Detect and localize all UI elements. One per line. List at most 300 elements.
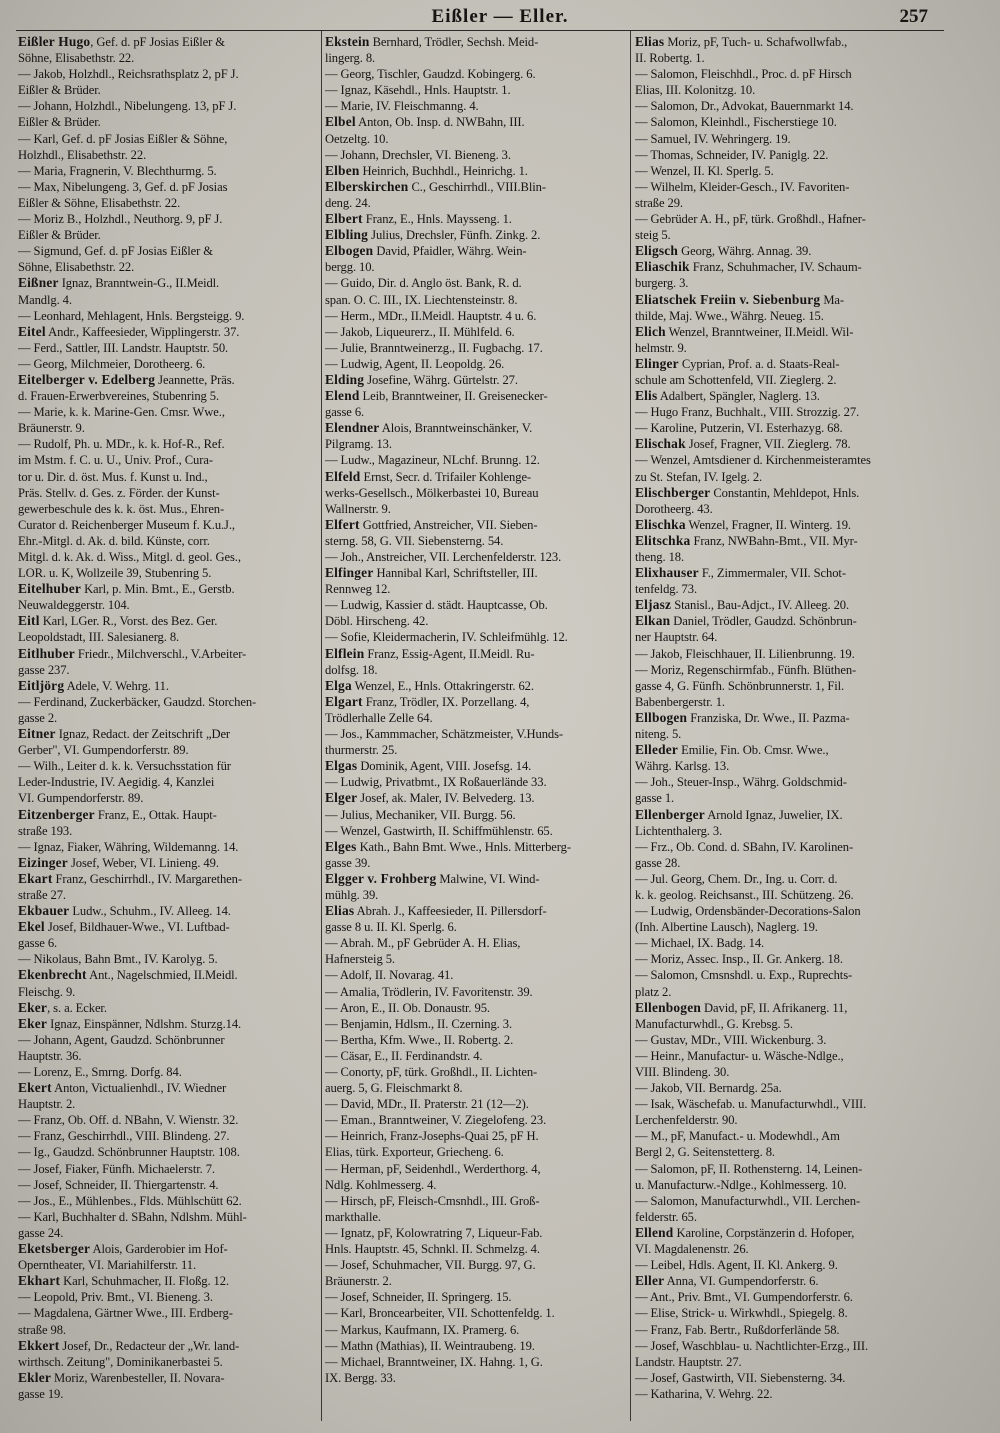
entry-continuation-line: — Salomon, Kleinhdl., Fischerstiege 10. bbox=[635, 115, 837, 130]
entry-line bbox=[18, 726, 322, 742]
entry-continuation-line: gasse 39. bbox=[325, 855, 371, 870]
entry-surname: Ekenbrecht bbox=[18, 967, 87, 983]
entry-details: Josef, Dr., Redacteur der „Wr. land- bbox=[59, 1338, 240, 1353]
entry-line bbox=[18, 807, 322, 823]
entry-surname: Eljasz bbox=[635, 597, 672, 613]
entry-surname: Elgart bbox=[325, 693, 363, 709]
entry-surname: Elbling bbox=[325, 227, 369, 243]
entry-details: Franz, Geschirrhdl., IV. Margarethen- bbox=[52, 871, 242, 886]
entry-line bbox=[18, 1080, 322, 1096]
entry-continuation-line: — Josef, Gastwirth, VII. Siebensterng. 34. bbox=[635, 1370, 846, 1385]
entry-continuation-line: VI. Gumpendorferstr. 89. bbox=[18, 791, 144, 806]
entry-continuation-line: — Sofie, Kleidermacherin, IV. Schleifmühlg. 12. bbox=[325, 630, 568, 645]
entry-line bbox=[635, 613, 939, 629]
entry-continuation-line: deng. 24. bbox=[325, 195, 371, 210]
entry-continuation-line: — Jos., Kammmacher, Schätzmeister, V.Hunds- bbox=[325, 727, 564, 742]
entry-surname: Ekbauer bbox=[18, 903, 70, 919]
entry-continuation-line: tor u. Dir. d. öst. Mus. f. Kunst u. Ind., bbox=[18, 469, 208, 484]
entry-continuation-line: — Leopold, Priv. Bmt., VI. Bieneng. 3. bbox=[18, 1290, 213, 1305]
entry-details: Ant., Nagelschmied, II.Meidl. bbox=[86, 968, 238, 983]
entry-continuation-line: — Michael, IX. Badg. 14. bbox=[635, 936, 765, 951]
entry-continuation-line: — Ludwig, Agent, II. Leopoldg. 26. bbox=[325, 356, 505, 371]
entry-continuation-line: bergg. 10. bbox=[325, 260, 375, 275]
entry-continuation-line: gasse 4, G. Fünfh. Schönbrunnerstr. 1, Fil. bbox=[635, 678, 845, 693]
entry-continuation-line: — Johann, Drechsler, VI. Bieneng. 3. bbox=[325, 147, 511, 162]
entry-surname: Eitlhuber bbox=[18, 645, 75, 661]
entry-continuation-line: — Samuel, IV. Wehringerg. 19. bbox=[635, 131, 791, 146]
entry-surname: Eißler Hugo bbox=[18, 34, 91, 49]
entry-surname: Elischberger bbox=[635, 484, 711, 500]
entry-continuation-line: Trödlerhalle Zelle 64. bbox=[325, 710, 433, 725]
entry-continuation-line: platz 2. bbox=[635, 984, 672, 999]
entry-continuation-line: — Lorenz, E., Smrng. Dorfg. 84. bbox=[18, 1065, 182, 1079]
entry-continuation-line: — Sigmund, Gef. d. pF Josias Eißler & bbox=[18, 244, 213, 259]
entry-surname: Ellbogen bbox=[635, 709, 688, 725]
entry-details: Karoline, Corpstänzerin d. Hofoper, bbox=[673, 1225, 855, 1240]
entry-continuation-line: gasse 28. bbox=[635, 855, 681, 870]
entry-continuation-line: — Moriz, Assec. Insp., II. Gr. Ankerg. 18. bbox=[635, 952, 843, 967]
entry-continuation-line: gasse 8 u. II. Kl. Sperlg. 6. bbox=[325, 920, 457, 935]
entry-surname: Eketsberger bbox=[18, 1241, 91, 1257]
entry-continuation-line: Leder-Industrie, IV. Aegidig. 4, Kanzlei bbox=[18, 775, 215, 790]
entry-surname: Ekhart bbox=[18, 1273, 61, 1289]
entry-surname: Elleder bbox=[635, 742, 679, 758]
entry-continuation-line: Neuwaldeggerstr. 104. bbox=[18, 598, 130, 613]
entry-continuation-line: VI. Magdalenenstr. 26. bbox=[635, 1242, 749, 1257]
entry-continuation-line: — Jakob, VII. Bernardg. 25a. bbox=[635, 1081, 782, 1096]
entry-details: Ma- bbox=[820, 292, 844, 307]
entry-details: Wenzel, Branntweiner, II.Meidl. Wil- bbox=[665, 324, 854, 339]
entry-details: , s. a. Ecker. bbox=[47, 1000, 107, 1015]
column-2 bbox=[325, 34, 629, 1386]
entry-continuation-line: Eißler & Söhne, Elisabethstr. 22. bbox=[18, 195, 181, 210]
entry-continuation-line: Ndlg. Kohlmesserg. 4. bbox=[325, 1177, 437, 1192]
entry-details: Anton, Victualienhdl., IV. Wiedner bbox=[51, 1081, 227, 1096]
entry-details: Adele, V. Wehrg. 11. bbox=[64, 678, 169, 693]
entry-details: Ernst, Secr. d. Trifailer Kohlenge- bbox=[360, 469, 532, 484]
entry-continuation-line: Lichtenthalerg. 3. bbox=[635, 823, 723, 838]
entry-continuation-line: — Max, Nibelungeng. 3, Gef. d. pF Josias bbox=[18, 179, 228, 194]
entry-continuation-line: — Aron, E., II. Ob. Donaustr. 95. bbox=[325, 1000, 490, 1015]
entry-line bbox=[325, 388, 629, 404]
entry-surname: Elflein bbox=[325, 645, 365, 661]
entry-continuation-line: — Salomon, Cmsnshdl. u. Exp., Ruprechts- bbox=[635, 968, 853, 983]
entry-continuation-line: — Ferd., Sattler, III. Landstr. Hauptstr. 50. bbox=[18, 340, 229, 355]
entry-surname: Elbert bbox=[325, 211, 363, 227]
entry-continuation-line: straße 98. bbox=[18, 1322, 66, 1337]
entry-continuation-line: — Johann, Agent, Gaudzd. Schönbrunner bbox=[18, 1032, 225, 1047]
entry-surname: Elixhauser bbox=[635, 565, 699, 581]
entry-surname: Elga bbox=[325, 677, 352, 693]
entry-line bbox=[18, 903, 322, 919]
entry-line bbox=[325, 790, 629, 806]
entry-continuation-line: Elias, türk. Exporteur, Griecheng. 6. bbox=[325, 1145, 504, 1160]
entry-details: Ludw., Schuhm., IV. Alleeg. 14. bbox=[69, 904, 231, 919]
entry-continuation-line: — Georg, Milchmeier, Dorotheerg. 6. bbox=[18, 356, 206, 371]
entry-continuation-line: — Franz, Ob. Off. d. NBahn, V. Wienstr. 32. bbox=[18, 1113, 239, 1128]
entry-continuation-line: — Marie, k. k. Marine-Gen. Cmsr. Wwe., bbox=[18, 405, 225, 420]
entry-continuation-line: — Wilhelm, Kleider-Gesch., IV. Favoriten- bbox=[635, 179, 850, 194]
entry-details: Karl, LGer. R., Vorst. des Bez. Ger. bbox=[39, 614, 218, 629]
entry-continuation-line: gasse 19. bbox=[18, 1386, 64, 1401]
entry-continuation-line: burgerg. 3. bbox=[635, 276, 689, 291]
entry-surname: Eitl bbox=[18, 613, 40, 629]
entry-continuation-line: — Jakob, Fleischhauer, II. Lilienbrunng. 19. bbox=[635, 646, 855, 661]
entry-continuation-line: — Frz., Ob. Cond. d. SBahn, IV. Karolinen- bbox=[635, 839, 854, 854]
entry-continuation-line: — Salomon, Fleischhdl., Proc. d. pF Hirsch bbox=[635, 67, 852, 82]
entry-continuation-line: Gerber", VI. Gumpendorferstr. 89. bbox=[18, 743, 189, 758]
header-rule bbox=[16, 30, 944, 31]
entry-continuation-line: — Adolf, II. Novarag. 41. bbox=[325, 968, 454, 983]
entry-continuation-line: — Hirsch, pF, Fleisch-Cmsnhdl., III. Groß- bbox=[325, 1193, 540, 1208]
entry-line bbox=[18, 372, 322, 388]
entry-continuation-line: — Michael, Branntweiner, IX. Hahng. 1, G. bbox=[325, 1354, 543, 1369]
entry-line bbox=[325, 517, 629, 533]
entry-details: F., Zimmermaler, VII. Schot- bbox=[698, 566, 846, 581]
entry-details: Franziska, Dr. Wwe., II. Pazma- bbox=[687, 710, 850, 725]
entry-continuation-line: Hauptstr. 36. bbox=[18, 1048, 82, 1063]
entry-surname: Ekler bbox=[18, 1369, 51, 1385]
running-title: Eißler — Eller. bbox=[431, 6, 569, 27]
entry-continuation-line: schule am Schottenfeld, VII. Zieglerg. 2. bbox=[635, 372, 837, 387]
entry-continuation-line: Ehr.-Mitgl. d. Ak. d. bild. Künste, corr. bbox=[18, 533, 210, 548]
entry-line bbox=[325, 372, 629, 388]
entry-details: Dominik, Agent, VIII. Josefsg. 14. bbox=[357, 759, 532, 774]
entry-details: Moriz, pF, Tuch- u. Schafwollwfab., bbox=[664, 35, 848, 49]
column-divider bbox=[630, 31, 631, 1421]
entry-line bbox=[635, 324, 939, 340]
entry-continuation-line: — Heinr., Manufactur- u. Wäsche-Ndlge., bbox=[635, 1048, 844, 1063]
entry-line bbox=[325, 694, 629, 710]
entry-continuation-line: dolfsg. 18. bbox=[325, 662, 378, 677]
entry-surname: Eitel bbox=[18, 323, 46, 339]
entry-continuation-line: niteng. 5. bbox=[635, 727, 682, 742]
entry-details: Gottfried, Anstreicher, VII. Sieben- bbox=[359, 517, 538, 532]
entry-continuation-line: ner Hauptstr. 64. bbox=[635, 630, 718, 645]
entry-details: Anton, Ob. Insp. d. NWBahn, III. bbox=[355, 115, 525, 130]
entry-continuation-line: Pilgramg. 13. bbox=[325, 437, 392, 452]
entry-continuation-line: — Ludw., Magazineur, NLchf. Brunng. 12. bbox=[325, 453, 540, 468]
entry-continuation-line: Döbl. Hirscheng. 42. bbox=[325, 614, 429, 629]
entry-details: Malwine, VI. Wind- bbox=[436, 871, 540, 886]
entry-continuation-line: — Jakob, Liqueurerz., II. Mühlfeld. 6. bbox=[325, 324, 515, 339]
entry-surname: Elendner bbox=[325, 420, 380, 436]
entry-surname: Eligsch bbox=[635, 243, 679, 259]
entry-continuation-line: VIII. Blindeng. 30. bbox=[635, 1065, 730, 1079]
entry-continuation-line: — Ferdinand, Zuckerbäcker, Gaudzd. Storchen- bbox=[18, 694, 257, 709]
entry-continuation-line: wirthsch. Zeitung", Dominikanerbastei 5. bbox=[18, 1354, 223, 1369]
entry-continuation-line: — Hugo Franz, Buchhalt., VIII. Strozzig. 27. bbox=[635, 405, 860, 420]
entry-continuation-line: — Amalia, Trödlerin, IV. Favoritenstr. 39. bbox=[325, 984, 533, 999]
entry-surname: Elis bbox=[635, 388, 658, 404]
entry-line bbox=[635, 243, 939, 259]
entry-continuation-line: — Moriz, Regenschirmfab., Fünfh. Blüthen- bbox=[635, 662, 857, 677]
entry-line bbox=[18, 871, 322, 887]
entry-details: Alois, Garderobier im Hof- bbox=[90, 1242, 228, 1257]
entry-line bbox=[325, 646, 629, 662]
entry-continuation-line: Fleischg. 9. bbox=[18, 984, 76, 999]
entry-surname: Elfeld bbox=[325, 468, 361, 484]
entry-details: Emilie, Fin. Ob. Cmsr. Wwe., bbox=[678, 743, 829, 758]
entry-continuation-line: Holzhdl., Elisabethstr. 22. bbox=[18, 147, 147, 162]
entry-continuation-line: — Julius, Mechaniker, VII. Burgg. 56. bbox=[325, 807, 516, 822]
entry-continuation-line: k. k. geolog. Reichsanst., III. Schützeng. 26. bbox=[635, 887, 854, 902]
entry-continuation-line: — Josef, Schneider, II. Thiergartenstr. 4. bbox=[18, 1177, 219, 1192]
entry-continuation-line: felderstr. 65. bbox=[635, 1209, 697, 1224]
entry-continuation-line: — Joh., Anstreicher, VII. Lerchenfelderstr. 123. bbox=[325, 550, 562, 564]
entry-line bbox=[635, 388, 939, 404]
entry-details: Heinrich, Buchhdl., Heinrichg. 1. bbox=[359, 163, 528, 178]
entry-continuation-line: — Salomon, Manufacturwhdl., VII. Lerchen- bbox=[635, 1193, 861, 1208]
entry-continuation-line: Hafnersteig 5. bbox=[325, 952, 395, 967]
entry-continuation-line: — Ludwig, Kassier d. städt. Hauptcasse, Ob. bbox=[325, 598, 548, 613]
entry-line bbox=[635, 565, 939, 581]
entry-details: Ignaz, Einspänner, Ndlshm. Sturzg.14. bbox=[47, 1016, 242, 1031]
entry-surname: Ekkert bbox=[18, 1337, 60, 1353]
entry-line bbox=[18, 275, 322, 291]
entry-line bbox=[325, 179, 629, 195]
entry-details: Jeannette, Präs. bbox=[155, 372, 235, 387]
entry-details: Andr., Kaffeesieder, Wipplingerstr. 37. bbox=[45, 324, 240, 339]
entry-continuation-line: zu St. Stefan, IV. Igelg. 2. bbox=[635, 469, 763, 484]
entry-continuation-line: Mitgl. d. k. Ak. d. Wiss., Mitgl. d. geol. Ges., bbox=[18, 550, 241, 564]
entry-line bbox=[635, 517, 939, 533]
entry-continuation-line: — Wenzel, Amtsdiener d. Kirchenmeisteramtes bbox=[635, 453, 871, 468]
entry-continuation-line: — Ignatz, pF, Kolowratring 7, Liqueur-Fab. bbox=[325, 1225, 543, 1240]
entry-continuation-line: — Rudolf, Ph. u. MDr., k. k. Hof-R., Ref. bbox=[18, 437, 225, 452]
column-1 bbox=[18, 34, 322, 1402]
entry-line bbox=[325, 34, 629, 50]
entry-continuation-line: — Wenzel, II. Kl. Sperlg. 5. bbox=[635, 163, 774, 178]
entry-line bbox=[325, 469, 629, 485]
entry-surname: Elgger v. Frohberg bbox=[325, 870, 437, 886]
entry-line bbox=[18, 967, 322, 983]
entry-continuation-line: gasse 24. bbox=[18, 1225, 64, 1240]
entry-continuation-line: Rennweg 12. bbox=[325, 582, 391, 597]
entry-surname: Elinger bbox=[635, 355, 679, 371]
entry-continuation-line: Mandlg. 4. bbox=[18, 292, 72, 307]
entry-surname: Elberskirchen bbox=[325, 178, 409, 194]
entry-continuation-line: — Ludwig, Privatbmt., IX Roßauerlände 33. bbox=[325, 775, 547, 790]
entry-continuation-line: — Salomon, Dr., Advokat, Bauernmarkt 14. bbox=[635, 99, 854, 114]
entry-details: Daniel, Trödler, Gaudzd. Schönbrun- bbox=[670, 614, 857, 629]
entry-continuation-line: (Inh. Albertine Lausch), Naglerg. 19. bbox=[635, 920, 818, 935]
entry-details: Franz, E., Ottak. Haupt- bbox=[94, 807, 217, 822]
entry-details: Bernhard, Trödler, Sechsh. Meid- bbox=[369, 35, 539, 49]
entry-continuation-line: Eißler & Brüder. bbox=[18, 115, 101, 130]
entry-continuation-line: Hauptstr. 2. bbox=[18, 1097, 76, 1112]
entry-continuation-line: gasse 1. bbox=[635, 791, 675, 806]
entry-details: Arnold Ignaz, Juwelier, IX. bbox=[704, 807, 843, 822]
entry-continuation-line: im Mstm. f. C. u. U., Univ. Prof., Cura- bbox=[18, 453, 213, 468]
entry-surname: Elbel bbox=[325, 114, 356, 130]
page-number: 257 bbox=[899, 6, 928, 27]
entry-continuation-line: — Franz, Fab. Bertr., Rußdorferlände 58. bbox=[635, 1322, 840, 1337]
entry-details: Josef, Fragner, VII. Zieglerg. 78. bbox=[685, 437, 851, 452]
entry-line bbox=[325, 903, 629, 919]
entry-line bbox=[635, 710, 939, 726]
entry-continuation-line: — Mathn (Mathias), II. Weintraubeng. 19. bbox=[325, 1338, 535, 1353]
entry-line bbox=[325, 565, 629, 581]
entry-details: Wenzel, E., Hnls. Ottakringerstr. 62. bbox=[351, 678, 534, 693]
entry-continuation-line: — Ignaz, Fiaker, Währing, Wildemanng. 14. bbox=[18, 839, 239, 854]
entry-continuation-line: — M., pF, Manufact.- u. Modewhdl., Am bbox=[635, 1129, 840, 1144]
entry-surname: Eliatschek Freiin v. Siebenburg bbox=[635, 291, 821, 307]
entry-continuation-line: — Jul. Georg, Chem. Dr., Ing. u. Corr. d. bbox=[635, 871, 838, 886]
entry-continuation-line: Oetzeltg. 10. bbox=[325, 131, 389, 146]
entry-continuation-line: — Isak, Wäschefab. u. Manufacturwhdl., VIII. bbox=[635, 1097, 867, 1112]
entry-line bbox=[18, 1338, 322, 1354]
entry-line bbox=[635, 292, 939, 308]
entry-surname: Eitljörg bbox=[18, 677, 65, 693]
entry-line bbox=[635, 807, 939, 823]
entry-continuation-line: theng. 18. bbox=[635, 550, 685, 564]
entry-continuation-line: — Katharina, V. Wehrg. 22. bbox=[635, 1386, 773, 1401]
entry-surname: Elding bbox=[325, 371, 365, 387]
entry-continuation-line: gasse 2. bbox=[18, 710, 58, 725]
entry-details: Stanisl., Bau-Adjct., IV. Alleeg. 20. bbox=[671, 598, 850, 613]
entry-continuation-line: gasse 6. bbox=[325, 405, 365, 420]
entry-surname: Elias bbox=[325, 903, 355, 919]
entry-surname: Ellenbogen bbox=[635, 999, 701, 1015]
column-3 bbox=[635, 34, 939, 1402]
entry-line bbox=[635, 1225, 939, 1241]
entry-continuation-line: — Gebrüder A. H., pF, türk. Großhdl., Hafner- bbox=[635, 212, 866, 227]
entry-continuation-line: — Maria, Fragnerin, V. Blechthurmg. 5. bbox=[18, 163, 217, 178]
entry-surname: Elias bbox=[635, 34, 665, 49]
entry-continuation-line: auerg. 5, G. Fleischmarkt 8. bbox=[325, 1081, 463, 1096]
entry-details: Friedr., Milchverschl., V.Arbeiter- bbox=[74, 646, 247, 661]
entry-continuation-line: — Karl, Buchhalter d. SBahn, Ndlshm. Mühl- bbox=[18, 1209, 247, 1224]
entry-continuation-line: Söhne, Elisabethstr. 22. bbox=[18, 260, 135, 275]
entry-continuation-line: — Josef, Schuhmacher, VII. Burgg. 97, G. bbox=[325, 1258, 536, 1273]
entry-continuation-line: — Leibel, Hdls. Agent, II. Kl. Ankerg. 9. bbox=[635, 1258, 838, 1273]
entry-surname: Eißner bbox=[18, 275, 59, 291]
entry-continuation-line: — Georg, Tischler, Gaudzd. Kobingerg. 6. bbox=[325, 67, 536, 82]
entry-surname: Eller bbox=[635, 1273, 665, 1289]
entry-continuation-line: — David, MDr., II. Praterstr. 21 (12—2). bbox=[325, 1097, 529, 1112]
entry-continuation-line: tenfeldg. 73. bbox=[635, 582, 698, 597]
entry-surname: Elend bbox=[325, 388, 360, 404]
page-header bbox=[0, 4, 1000, 28]
entry-details: Moriz, Warenbesteller, II. Novara- bbox=[51, 1370, 225, 1385]
entry-line bbox=[635, 436, 939, 452]
entry-continuation-line: — Herman, pF, Seidenhdl., Werderthorg. 4, bbox=[325, 1161, 541, 1176]
entry-details: Karl, p. Min. Bmt., E., Gerstb. bbox=[81, 582, 235, 597]
entry-continuation-line: — Josef, Schneider, II. Springerg. 15. bbox=[325, 1290, 512, 1305]
entry-line bbox=[635, 1000, 939, 1016]
entry-line bbox=[325, 871, 629, 887]
entry-details: Franz, Schuhmacher, IV. Schaum- bbox=[689, 260, 862, 275]
entry-continuation-line: — Herm., MDr., II.Meidl. Hauptstr. 4 u. 6. bbox=[325, 308, 537, 323]
entry-surname: Elischka bbox=[635, 516, 686, 532]
entry-line bbox=[635, 742, 939, 758]
entry-details: C., Geschirrhdl., VIII.Blin- bbox=[408, 179, 546, 194]
entry-continuation-line: — Conorty, pF, türk. Großhdl., II. Lichten- bbox=[325, 1065, 538, 1079]
entry-continuation-line: — Moriz B., Holzhdl., Neuthorg. 9, pF J. bbox=[18, 212, 223, 227]
entry-continuation-line: — Wilh., Leiter d. k. k. Versuchsstation für bbox=[18, 759, 231, 774]
entry-continuation-line: — Joh., Steuer-Insp., Währg. Goldschmid- bbox=[635, 775, 847, 790]
entry-details: David, Pfaidler, Währg. Wein- bbox=[373, 244, 527, 259]
entry-continuation-line: — Abrah. M., pF Gebrüder A. H. Elias, bbox=[325, 936, 521, 951]
entry-line bbox=[635, 1273, 939, 1289]
entry-details: Julius, Drechsler, Fünfh. Zinkg. 2. bbox=[368, 228, 541, 243]
entry-continuation-line: mühlg. 39. bbox=[325, 887, 379, 902]
entry-details: Franz, Essig-Agent, II.Meidl. Ru- bbox=[364, 646, 535, 661]
entry-continuation-line: werks-Gesellsch., Mölkerbastei 10, Bureau bbox=[325, 485, 539, 500]
entry-continuation-line: straße 193. bbox=[18, 823, 73, 838]
entry-continuation-line: — Karl, Broncearbeiter, VII. Schottenfeldg. 1. bbox=[325, 1306, 555, 1321]
entry-continuation-line: straße 29. bbox=[635, 195, 683, 210]
entry-surname: Ekert bbox=[18, 1080, 52, 1096]
entry-line bbox=[635, 356, 939, 372]
entry-surname: Eizinger bbox=[18, 854, 68, 870]
entry-continuation-line: Währg. Karlsg. 13. bbox=[635, 759, 730, 774]
entry-details: Franz, E., Hnls. Maysseng. 1. bbox=[362, 212, 512, 227]
entry-continuation-line: — Jos., E., Mühlenbes., Flds. Mühlschütt 62. bbox=[18, 1193, 242, 1208]
entry-line bbox=[325, 163, 629, 179]
entry-details: Hannibal Karl, Schriftsteller, III. bbox=[373, 566, 538, 581]
entry-continuation-line: — Karl, Gef. d. pF Josias Eißler & Söhne, bbox=[18, 131, 228, 146]
entry-continuation-line: Leopoldstadt, III. Salesianerg. 8. bbox=[18, 630, 180, 645]
entry-continuation-line: LOR. u. K, Wollzeile 39, Stubenring 5. bbox=[18, 566, 212, 581]
entry-surname: Ekart bbox=[18, 870, 53, 886]
entry-details: Franz, NWBahn-Bmt., VII. Myr- bbox=[690, 533, 858, 548]
entry-surname: Ellend bbox=[635, 1224, 674, 1240]
entry-continuation-line: Lerchenfelderstr. 90. bbox=[635, 1113, 738, 1128]
entry-details: Cyprian, Prof. a. d. Staats-Real- bbox=[678, 356, 840, 371]
entry-line bbox=[325, 678, 629, 694]
entry-continuation-line: — Markus, Kaufmann, IX. Pramerg. 6. bbox=[325, 1322, 520, 1337]
entry-continuation-line: Bräunerstr. 2. bbox=[325, 1274, 392, 1289]
entry-line bbox=[325, 211, 629, 227]
entry-line bbox=[18, 1000, 322, 1016]
entry-surname: Ellenberger bbox=[635, 806, 705, 822]
entry-continuation-line: — Josef, Waschblau- u. Nachtlichter-Erzg., III. bbox=[635, 1338, 868, 1353]
entry-line bbox=[18, 1016, 322, 1032]
entry-surname: Eker bbox=[18, 1015, 48, 1031]
entry-continuation-line: Elias, III. Kolonitzg. 10. bbox=[635, 83, 756, 98]
entry-continuation-line: — Franz, Geschirrhdl., VIII. Blindeng. 27. bbox=[18, 1129, 230, 1144]
entry-details: Josef, ak. Maler, IV. Belvederg. 13. bbox=[357, 791, 535, 806]
entry-continuation-line: — Guido, Dir. d. Anglo öst. Bank, R. d. bbox=[325, 276, 522, 291]
entry-continuation-line: — Magdalena, Gärtner Wwe., III. Erdberg- bbox=[18, 1306, 233, 1321]
entry-details: Josef, Bildhauer-Wwe., VI. Luftbad- bbox=[44, 920, 230, 935]
entry-continuation-line: — Benjamin, Hdlsm., II. Czerning. 3. bbox=[325, 1016, 513, 1031]
entry-continuation-line: gasse 237. bbox=[18, 662, 70, 677]
entry-line bbox=[325, 420, 629, 436]
entry-line bbox=[635, 34, 939, 50]
entry-continuation-line: Landstr. Hauptstr. 27. bbox=[635, 1354, 742, 1369]
entry-continuation-line: Eißler & Brüder. bbox=[18, 228, 101, 243]
entry-details: Adalbert, Spängler, Naglerg. 13. bbox=[657, 389, 820, 404]
entry-surname: Elfinger bbox=[325, 565, 374, 581]
entry-details: Kath., Bahn Bmt. Wwe., Hnls. Mitterberg- bbox=[356, 839, 571, 854]
entry-continuation-line: Operntheater, VI. Mariahilferstr. 11. bbox=[18, 1258, 196, 1273]
entry-details: Karl, Schuhmacher, II. Floßg. 12. bbox=[60, 1274, 229, 1289]
entry-details: Anna, VI. Gumpendorferstr. 6. bbox=[664, 1274, 819, 1289]
entry-continuation-line: gewerbeschule des k. k. öst. Mus., Ehren- bbox=[18, 501, 225, 516]
entry-line bbox=[18, 324, 322, 340]
entry-continuation-line: — Leonhard, Mehlagent, Hnls. Bergsteigg. 9. bbox=[18, 308, 245, 323]
entry-continuation-line: lingerg. 8. bbox=[325, 51, 376, 66]
entry-surname: Elich bbox=[635, 323, 666, 339]
entry-details: Abrah. J., Kaffeesieder, II. Pillersdorf- bbox=[354, 904, 547, 919]
entry-continuation-line: IX. Bergg. 33. bbox=[325, 1370, 396, 1385]
entry-continuation-line: — Ig., Gaudzd. Schönbrunner Hauptstr. 108. bbox=[18, 1145, 240, 1160]
entry-surname: Eitelberger v. Edelberg bbox=[18, 371, 156, 387]
entry-details: Wenzel, Fragner, II. Winterg. 19. bbox=[685, 517, 851, 532]
